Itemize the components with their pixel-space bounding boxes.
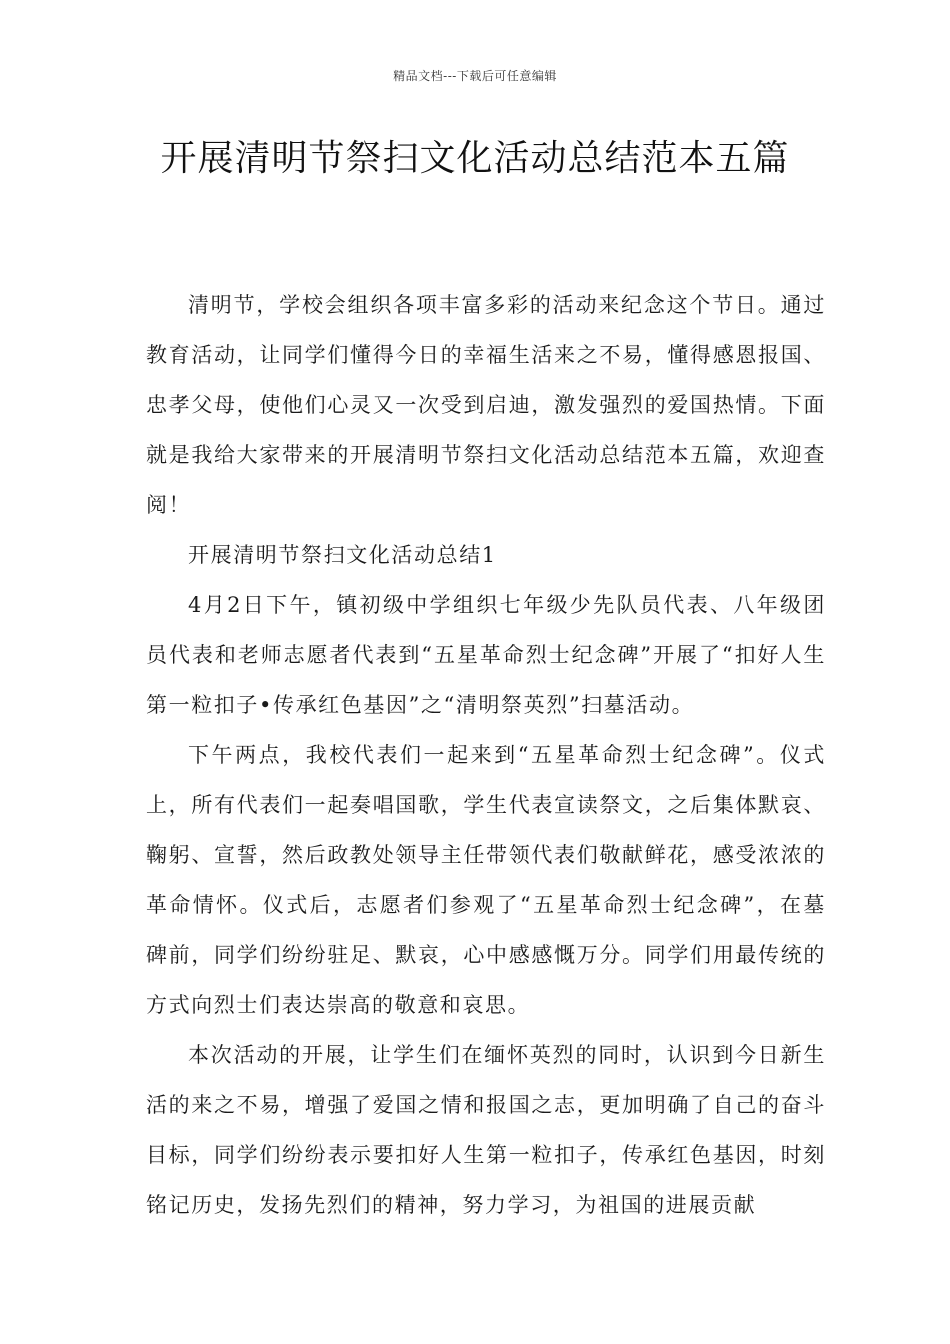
header-note: 精品文档---下载后可任意编辑: [393, 69, 557, 83]
section-heading: 开展清明节祭扫文化活动总结1: [188, 543, 497, 567]
body-paragraph: 下午两点，我校代表们一起来到“五星革命烈士纪念碑”。仪式上，所有代表们一起奏唱国歌，学生代表宣读祭文，之后集体默哀、鞠躬、宣誓，然后政教处领导主任带领代表们敬献鲜花，感受浓浓的革命情怀。仪式后，志愿者们参观了“五星革命烈士纪念碑”，在墓碑前，同学们纷纷驻足、默哀，心中感感慨万分。同学们用最传统的方式向烈士们表达崇高的敬意和哀思。: [146, 743, 826, 1017]
intro-paragraph: 清明节，学校会组织各项丰富多彩的活动来纪念这个节日。通过教育活动，让同学们懂得今日的幸福生活来之不易，懂得感恩报国、忠孝父母，使他们心灵又一次受到启迪，激发强烈的爱国热情。下面就是我给大家带来的开展清明节祭扫文化活动总结范本五篇，欢迎查阅！: [146, 293, 826, 517]
body-paragraph: 本次活动的开展，让学生们在缅怀英烈的同时，认识到今日新生活的来之不易，增强了爱国之情和报国之志，更加明确了自己的奋斗目标，同学们纷纷表示要扣好人生第一粒扣子，传承红色基因，时刻铭记历史，发扬先烈们的精神，努力学习，为祖国的进展贡献: [146, 1043, 826, 1217]
document-title: 开展清明节祭扫文化活动总结范本五篇: [160, 138, 790, 179]
document-body: [146, 280, 826, 1230]
body-paragraph: 4月2日下午，镇初级中学组织七年级少先队员代表、八年级团员代表和老师志愿者代表到“五星革命烈士纪念碑”开展了“扣好人生第一粒扣子•传承红色基因”之“清明祭英烈”扫墓活动。: [146, 593, 826, 717]
